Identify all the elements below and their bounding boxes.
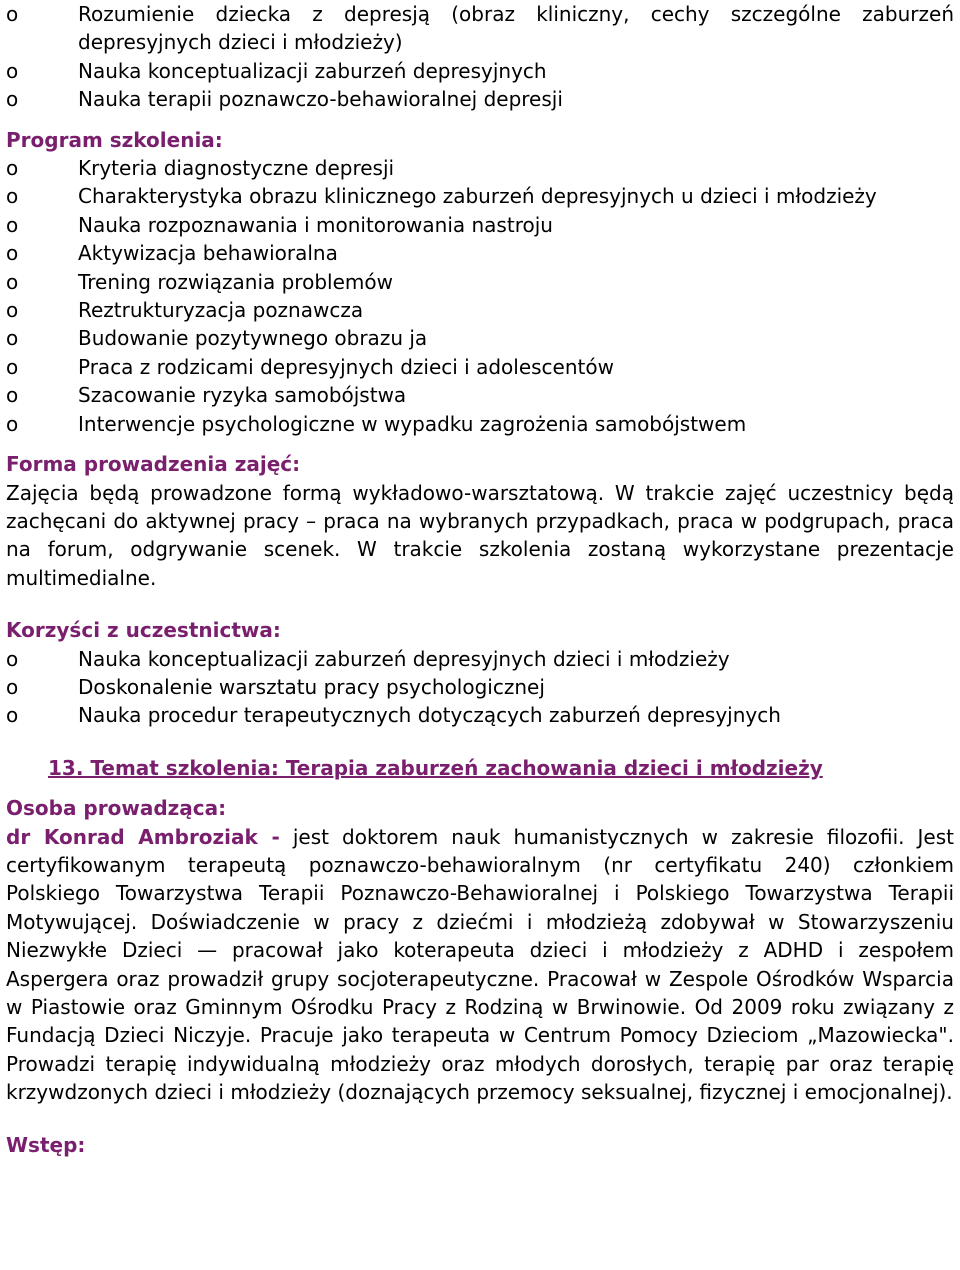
bullet-icon: o bbox=[6, 269, 19, 294]
bullet-icon: o bbox=[6, 184, 19, 209]
bullet-icon: o bbox=[6, 674, 19, 699]
bullet-icon: o bbox=[6, 156, 19, 181]
bullet-icon: o bbox=[6, 87, 19, 112]
bullet-icon: o bbox=[6, 2, 19, 26]
wstep-heading: Wstęp: bbox=[6, 1132, 86, 1157]
list-item: o Reztrukturyzacja poznawcza bbox=[6, 296, 954, 324]
list-item: o Nauka konceptualizacji zaburzeń depresyjnych dzieci i młodzieży bbox=[6, 645, 954, 673]
topic-title: 13. Temat szkolenia: Terapia zaburzeń zachowania dzieci i młodzieży bbox=[48, 755, 823, 780]
forma-heading: Forma prowadzenia zajęć: bbox=[6, 452, 301, 477]
list-item: o Nauka terapii poznawczo-behawioralnej depresji bbox=[6, 85, 954, 113]
bullet-icon: o bbox=[6, 411, 19, 436]
list-item: o Aktywizacja behawioralna bbox=[6, 239, 954, 267]
korzysci-heading: Korzyści z uczestnictwa: bbox=[6, 618, 281, 643]
list-item: o Budowanie pozytywnego obrazu ja bbox=[6, 324, 954, 352]
bullet-icon: o bbox=[6, 58, 19, 83]
bullet-icon: o bbox=[6, 298, 19, 323]
list-item: o Nauka procedur terapeutycznych dotyczących zaburzeń depresyjnych bbox=[6, 701, 954, 729]
bullet-icon: o bbox=[6, 354, 19, 379]
list-item: o Charakterystyka obrazu klinicznego zaburzeń depresyjnych u dzieci i młodzieży bbox=[6, 182, 954, 210]
osoba-heading: Osoba prowadząca: bbox=[6, 796, 227, 821]
list-item: o Nauka konceptualizacji zaburzeń depresyjnych bbox=[6, 57, 954, 85]
bullet-icon: o bbox=[6, 383, 19, 408]
program-heading: Program szkolenia: bbox=[6, 127, 223, 152]
list-item: o Praca z rodzicami depresyjnych dzieci i adolescentów bbox=[6, 353, 954, 381]
list-item: o Rozumienie dziecka z depresją (obraz kliniczny, cechy szczególne zaburzeń depresyjnych dzieci i młodzieży) bbox=[6, 2, 954, 55]
list-item: o Doskonalenie warsztatu pracy psychologicznej bbox=[6, 673, 954, 701]
list-item: o Nauka rozpoznawania i monitorowania nastroju bbox=[6, 211, 954, 239]
list-item: o Kryteria diagnostyczne depresji bbox=[6, 154, 954, 182]
korzysci-list bbox=[6, 645, 954, 730]
bio-text: jest doktorem nauk humanistycznych w zakresie filozofii. Jest certyfikowanym terapeutą poznawczo-behawioralnym (nr certyfikatu 240) członkiem Polskiego Towarzystwa Terapii Poznawczo-Behawioralnej i Polskiego Towarzystwa Terapii Motywującej. Doświadczenie w pracy z dziećmi i młodzieżą zdobywał w Stowarzyszeniu Niezwykłe Dzieci — pracował jako koterapeuta dzieci i młodzieży z ADHD i zespołem Aspergera oraz prowadził grupy socjoterapeutyczne. Pracował w Zespole Ośrodków Wsparcia w Piastowie oraz Gminnym Ośrodku Pracy z Rodziną w Brwinowie. Od 2009 roku związany z Fundacją Dzieci Niczyje. Pracuje jako terapeuta w Centrum Pomocy Dzieciom „Mazowiecka". Prowadzi terapię indywidualną młodzieży oraz młodych dorosłych, terapię par oraz terapię krzywdzonych dzieci i młodzieży (doznających przemocy seksualnej, fizycznej i emocjonalnej). bbox=[6, 824, 954, 1105]
forma-paragraph: Zajęcia będą prowadzone formą wykładowo-warsztatową. W trakcie zajęć uczestnicy będą zachęcani do aktywnej pracy – praca na wybranych przypadkach, praca w podgrupach, praca na forum, odgrywanie scenek. W trakcie szkolenia zostaną wykorzystane prezentacje multimedialne. bbox=[6, 480, 954, 590]
instructor-name: dr Konrad Ambroziak - bbox=[6, 824, 280, 849]
bullet-icon: o bbox=[6, 646, 19, 671]
bullet-icon: o bbox=[6, 241, 19, 266]
bullet-icon: o bbox=[6, 326, 19, 351]
list-item: o Trening rozwiązania problemów bbox=[6, 268, 954, 296]
intro-list bbox=[6, 0, 954, 114]
list-item: o Szacowanie ryzyka samobójstwa bbox=[6, 381, 954, 409]
program-list bbox=[6, 154, 954, 438]
bullet-icon: o bbox=[6, 212, 19, 237]
bullet-icon: o bbox=[6, 703, 19, 728]
list-item: o Interwencje psychologiczne w wypadku zagrożenia samobójstwem bbox=[6, 410, 954, 438]
bio-paragraph bbox=[6, 823, 954, 1107]
